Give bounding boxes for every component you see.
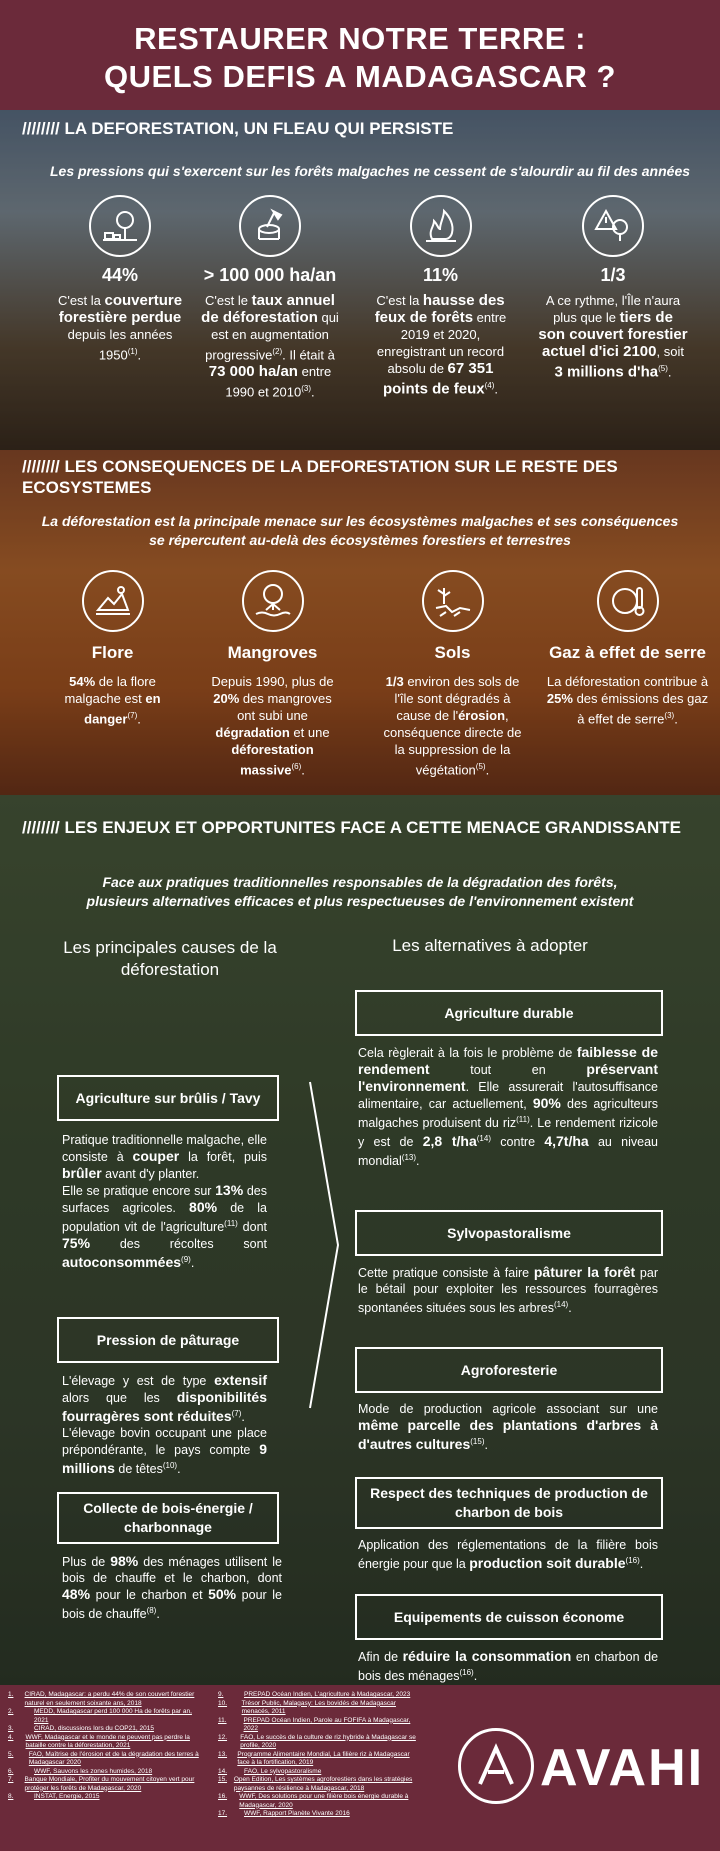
stat-ref: (3) <box>301 384 312 394</box>
stat-text: depuis les années 1950 <box>67 327 173 363</box>
consequence-flora <box>45 570 180 727</box>
para-text: . <box>416 1154 420 1169</box>
cause-charcoal: Collecte de bois-énergie / charbonnage <box>57 1492 279 1544</box>
consequence-text: de la flore malgache est <box>64 674 156 706</box>
cause-grazing-text <box>62 1372 267 1477</box>
para-text: contre <box>491 1135 545 1150</box>
stat-deforestation-rate <box>200 195 340 401</box>
reference-item[interactable] <box>8 1751 208 1768</box>
para-highlight: brûler <box>62 1165 102 1181</box>
stat-value: 11% <box>422 265 459 285</box>
para-text: Afin de <box>358 1650 403 1664</box>
consequence-text: . <box>485 762 490 778</box>
alternative-silvopastoralism-text <box>358 1264 658 1316</box>
stat-text: . <box>494 381 499 397</box>
stat-text: A ce rythme, l'Île n'aura plus que le <box>545 293 681 325</box>
stat-fires <box>368 195 513 397</box>
ref-link[interactable]: FAO, Le sylvopastoralisme <box>244 1767 322 1775</box>
para-text: par le bétail pour exploiter les ressources fourragères spontanées situées sous les arbres <box>358 1266 658 1316</box>
consequence-ref: (5) <box>475 762 486 771</box>
consequence-greenhouse <box>545 570 710 727</box>
consequence-text: La déforestation contribue à <box>546 674 709 689</box>
stat-projection <box>538 195 688 380</box>
para-ref: (14) <box>476 1134 491 1144</box>
ref-link[interactable]: Open Edition, Les systèmes agroforestiers dans les stratégies paysannes de résilience à Madagascar, 2018 <box>233 1776 413 1792</box>
reference-item[interactable] <box>8 1768 208 1777</box>
para-text: . <box>473 1669 478 1684</box>
consequence-text: Depuis 1990, plus de <box>211 674 334 689</box>
warning-tree-icon <box>582 195 644 257</box>
consequence-highlight: dégradation <box>215 725 290 740</box>
consequence-ref: (3) <box>664 711 675 720</box>
para-text: . <box>177 1462 181 1477</box>
page-header <box>0 0 720 110</box>
tree-stump-axe-icon <box>239 195 301 257</box>
consequence-soils <box>380 570 525 778</box>
stat-value: 1/3 <box>600 265 626 285</box>
consequence-highlight: érosion <box>458 708 506 723</box>
ref-number: 15. <box>218 1776 228 1783</box>
para-highlight: 90% <box>532 1095 561 1111</box>
reference-item[interactable] <box>8 1776 208 1793</box>
references-left <box>8 1691 208 1802</box>
para-text: pour le bois de chauffe <box>62 1588 282 1622</box>
section-title: //////// LES CONSEQUENCES DE LA DEFORESTATION SUR LE RESTE DES ECOSYSTEMES <box>22 457 618 497</box>
consequence-text: . <box>301 762 305 778</box>
reference-item[interactable] <box>218 1793 423 1810</box>
reference-item[interactable] <box>218 1810 423 1819</box>
para-text: . <box>568 1301 572 1316</box>
para-highlight: 98% <box>110 1553 139 1569</box>
section-title: //////// LES ENJEUX ET OPPORTUNITES FACE A CETTE MENACE GRANDISSANTE <box>22 818 681 837</box>
ref-number: 11. <box>218 1716 227 1724</box>
consequence-text: des mangroves ont subi une <box>237 691 332 723</box>
reference-item[interactable] <box>218 1776 423 1793</box>
deforestation-section <box>0 110 720 450</box>
para-highlight: 50% <box>208 1586 237 1602</box>
page-title-line2: QUELS DEFIS A MADAGASCAR ? <box>104 59 616 94</box>
consequence-ref: (6) <box>291 762 302 771</box>
ref-number: 12. <box>218 1733 228 1741</box>
para-text: Cela règlerait à la fois le problème de <box>358 1046 577 1060</box>
para-highlight: 48% <box>62 1586 91 1602</box>
stat-highlight: couverture forestière perdue <box>58 292 183 326</box>
alternatives-title: Les alternatives à adopter <box>392 936 588 955</box>
ref-number: 17. <box>218 1810 228 1817</box>
para-highlight: 80% <box>189 1199 218 1215</box>
stat-text: , soit <box>656 344 684 359</box>
soil-erosion-icon <box>422 570 484 632</box>
consequence-text: et une <box>289 725 330 740</box>
stat-text: . <box>667 364 672 380</box>
para-text: . <box>241 1410 245 1425</box>
para-text: . <box>156 1607 160 1622</box>
alternative-efficient-cooking-text <box>358 1648 658 1684</box>
para-highlight: pâturer la forêt <box>533 1264 636 1280</box>
ref-number: 8. <box>8 1793 14 1800</box>
para-text: . <box>190 1256 195 1271</box>
para-highlight: 4,7t/ha <box>544 1133 589 1150</box>
ref-number: 4. <box>8 1733 14 1741</box>
para-text: avant d'y planter. <box>101 1167 200 1181</box>
para-highlight: réduire la consommation <box>402 1648 572 1664</box>
reference-item[interactable] <box>8 1734 208 1751</box>
avahi-logo-icon <box>458 1728 534 1804</box>
ref-number: 5. <box>8 1750 14 1758</box>
stat-text: . <box>137 347 142 363</box>
alternative-agroforestry: Agroforesterie <box>355 1347 663 1393</box>
ref-number: 7. <box>8 1776 14 1783</box>
para-text: Application des réglementations de la filière bois énergie pour que la <box>358 1538 658 1572</box>
para-text: L'élevage bovin occupant une place prépondérante, le pays compte <box>62 1426 267 1458</box>
ref-link[interactable]: CIRAD, discussions lors du COP21, 2015 <box>34 1725 154 1732</box>
stat-highlight: 73 000 ha/an <box>208 363 298 381</box>
para-text: la forêt, puis <box>179 1150 267 1164</box>
para-ref: (14) <box>553 1300 569 1309</box>
para-ref: (11) <box>516 1115 530 1124</box>
stat-highlight: tiers de son couvert forestier actuel d'ici 2100 <box>538 309 688 360</box>
para-text: au niveau mondial <box>358 1135 659 1169</box>
ref-number: 16. <box>218 1793 228 1800</box>
ref-number: 14. <box>218 1767 228 1775</box>
para-highlight: 9 millions <box>62 1441 267 1477</box>
stat-text: C'est la <box>57 293 105 308</box>
ref-link[interactable]: WWF, Rapport Planète Vivante 2016 <box>244 1810 350 1817</box>
ref-link[interactable]: Programme Alimentaire Mondial, La filière riz à Madagascar face à la fortification, 2019 <box>237 1750 410 1766</box>
ref-number: 2. <box>8 1708 14 1715</box>
para-text: de têtes <box>114 1462 163 1477</box>
para-text: des agriculteurs malgaches produisent du riz <box>358 1097 658 1131</box>
consequence-text: environ des sols de l'île sont dégradés à cause de l' <box>394 674 520 723</box>
reference-item[interactable] <box>218 1751 423 1768</box>
para-ref: (10) <box>162 1461 178 1471</box>
page-title-line1: RESTAURER NOTRE TERRE : <box>134 21 586 56</box>
stat-text: . Il était à <box>282 347 335 363</box>
para-text: en charbon de bois des ménages <box>358 1650 659 1684</box>
consequence-text: , conséquence directe de la suppression de la végétation <box>383 708 522 778</box>
consequence-text: . <box>674 711 678 727</box>
para-ref: (8) <box>146 1606 157 1615</box>
flora-icon <box>82 570 144 632</box>
section-subtitle: plusieurs alternatives efficaces et plus respectueuses de l'environnement existent <box>86 893 634 909</box>
consequences-section <box>0 450 720 795</box>
ref-link[interactable]: MEDD, Madagascar perd 100 000 Ha de forêts par an, 2021 <box>33 1708 192 1724</box>
alternative-sustainable-agriculture: Agriculture durable <box>355 990 663 1036</box>
ref-link[interactable]: PREPAD Océan Indien, Parole au FOFIFA à Madagascar, 2022 <box>243 1716 411 1732</box>
para-text: L'élevage y est de type <box>62 1374 215 1388</box>
stat-highlight: hausse des feux de forêts <box>374 292 505 326</box>
greenhouse-gas-icon <box>597 570 659 632</box>
stat-text: qui est en augmentation progressive <box>205 310 339 363</box>
consequence-highlight: 54% <box>69 674 96 689</box>
reference-item[interactable] <box>218 1700 423 1717</box>
para-highlight: même parcelle des plantations d'arbres à d'autres cultures <box>358 1417 658 1453</box>
reference-item[interactable] <box>218 1768 423 1777</box>
stat-text: entre 2019 et 2020, enregistrant un record absolu de <box>376 310 507 376</box>
stat-value: 44% <box>101 265 139 285</box>
para-text: des ménages utilisent le bois de chauffe et le charbon, dont <box>62 1555 282 1585</box>
section-subtitle: Les pressions qui s'exercent sur les forêts malgaches ne cessent de s'alourdir au fil des années <box>49 163 691 179</box>
stat-ref: (2) <box>272 347 283 356</box>
stat-text: . <box>311 384 315 400</box>
ref-link[interactable]: FAO, Le succès de la culture de riz hybride à Madagascar se profile, 2020 <box>240 1733 416 1749</box>
reference-item[interactable] <box>8 1725 208 1734</box>
para-highlight: disponibilités fourragères sont réduites <box>62 1389 267 1425</box>
stat-ref: (4) <box>484 381 495 390</box>
ref-link[interactable]: INSTAT, Energie, 2015 <box>34 1793 100 1800</box>
consequence-label: Mangroves <box>227 643 318 662</box>
stat-ref: (5) <box>658 364 668 373</box>
brand-name: AVAHI <box>540 1739 705 1797</box>
reference-item[interactable] <box>8 1708 208 1725</box>
para-ref: (15) <box>470 1437 485 1446</box>
reference-item[interactable] <box>218 1717 423 1734</box>
ref-link[interactable]: WWF, Sauvons les zones humides, 2018 <box>34 1767 153 1775</box>
references-right <box>218 1691 423 1819</box>
para-text: alors que les <box>62 1391 177 1405</box>
consequence-text: . <box>137 711 141 727</box>
ref-number: 13. <box>218 1750 228 1758</box>
para-highlight: préservant l'environnement <box>358 1061 658 1094</box>
para-ref: (16) <box>625 1556 640 1565</box>
alternative-silvopastoralism: Sylvopastoralisme <box>355 1210 663 1256</box>
para-highlight: 75% <box>62 1235 91 1252</box>
para-text: pour le charbon et <box>90 1588 209 1602</box>
mangrove-icon <box>242 570 304 632</box>
para-text: dont <box>237 1220 267 1235</box>
para-text: de la population vit de l'agriculture <box>62 1201 267 1235</box>
ref-link[interactable]: FAO, Maîtrise de l'érosion et de la dégradation des terres à Madagascar 2020 <box>28 1750 199 1766</box>
para-text: Elle se pratique encore sur <box>62 1184 216 1198</box>
ref-number: 9. <box>218 1691 224 1698</box>
para-highlight: 2,8 t/ha <box>422 1133 477 1150</box>
cause-grazing: Pression de pâturage <box>57 1317 279 1363</box>
consequence-highlight: 20% <box>213 691 240 706</box>
stat-highlight: taux annuel de déforestation <box>201 292 335 326</box>
stat-ref: (1) <box>127 347 138 356</box>
alternative-efficient-cooking: Equipements de cuisson économe <box>355 1594 663 1640</box>
ref-number: 6. <box>8 1767 14 1775</box>
ref-number: 10. <box>218 1699 228 1707</box>
causes-title: Les principales causes de la déforestation <box>63 938 277 979</box>
para-highlight: production soit durable <box>469 1555 626 1572</box>
deforested-land-icon <box>89 195 151 257</box>
section-title: //////// LA DEFORESTATION, UN FLEAU QUI PERSISTE <box>22 119 454 138</box>
para-highlight: autoconsommées <box>62 1254 182 1271</box>
reference-item[interactable] <box>218 1734 423 1751</box>
stat-highlight: 3 millions d'ha <box>554 363 659 381</box>
ref-number: 1. <box>8 1691 14 1698</box>
para-highlight: faiblesse de rendement <box>358 1044 658 1077</box>
alternative-charcoal-techniques: Respect des techniques de production de charbon de bois <box>355 1477 663 1529</box>
para-text: . Elle assurerait l'autosuffisance alimentaire, car actuellement, <box>358 1080 658 1111</box>
para-text: Pratique traditionnelle malgache, elle consiste à <box>62 1133 267 1164</box>
consequence-highlight: en danger <box>84 691 161 727</box>
para-text: Cette pratique consiste à faire <box>358 1266 534 1280</box>
reference-item[interactable] <box>8 1691 208 1708</box>
alternative-charcoal-techniques-text <box>358 1537 658 1572</box>
reference-item[interactable] <box>8 1793 208 1802</box>
stat-text: entre 1990 et 2010 <box>225 364 332 400</box>
stat-text: C'est le <box>205 293 252 308</box>
para-text: . Le rendement rizicole y est de <box>358 1116 658 1150</box>
para-text: tout en <box>429 1063 587 1077</box>
cause-charcoal-text <box>62 1553 282 1622</box>
consequence-highlight: 25% <box>546 691 573 706</box>
para-text: Plus de <box>62 1555 111 1569</box>
para-highlight: extensif <box>214 1372 267 1388</box>
stat-forest-loss <box>55 195 185 363</box>
para-ref: (9) <box>181 1255 191 1265</box>
ref-link[interactable]: Banque Mondiale, Profiter du mouvement citoyen vert pour protéger les forêts de Madagascar, 2020 <box>24 1776 195 1792</box>
ref-link[interactable]: Trésor Public, Malagasy: Les bovidés de Madagascar menacés, 2011 <box>241 1699 396 1715</box>
alternative-sustainable-agriculture-text <box>358 1044 658 1169</box>
forest-fire-icon <box>410 195 472 257</box>
ref-link[interactable]: WWF, Madagascar et le monde ne peuvent pas perdre la bataille contre la déforestation, 2021 <box>25 1733 190 1749</box>
para-ref: (16) <box>459 1668 474 1677</box>
ref-link[interactable]: PREPAD Océan Indien, L'agriculture à Madagascar, 2023 <box>244 1691 411 1698</box>
consequence-highlight: déforestation massive <box>231 742 314 778</box>
para-text: des récoltes sont <box>90 1237 267 1252</box>
para-ref: (13) <box>401 1153 417 1163</box>
chevron-right-icon <box>306 1080 342 1410</box>
alternative-agroforestry-text <box>358 1401 658 1453</box>
para-highlight: couper <box>132 1148 180 1164</box>
consequence-text: des émissions des gaz à effet de serre <box>572 691 709 727</box>
para-ref: (7) <box>231 1409 242 1418</box>
ref-link[interactable]: CIRAD, Madagascar: a perdu 44% de son couvert forestier naturel en seulement soixante ans, 2018 <box>24 1691 195 1707</box>
para-text: Mode de production agricole associant sur une <box>358 1402 658 1416</box>
para-text: . <box>484 1438 488 1453</box>
para-ref: (11) <box>224 1219 238 1228</box>
para-highlight: 13% <box>215 1182 244 1198</box>
consequence-ref: (7) <box>127 711 138 720</box>
section-subtitle: La déforestation est la principale menace sur les écosystèmes malgaches et ses conséquences se répercutent au-delà des écosystèmes forestiers et terrestres <box>41 513 679 548</box>
cause-slash-and-burn-text <box>62 1132 267 1271</box>
consequence-label: Sols <box>434 643 471 662</box>
consequence-label: Gaz à effet de serre <box>549 643 706 662</box>
section-subtitle: Face aux pratiques traditionnelles responsables de la dégradation des forêts, <box>102 874 618 890</box>
consequence-highlight: 1/3 <box>385 674 404 689</box>
ref-link[interactable]: WWF, Des solutions pour une filière bois énergie durable à Madagascar, 2020 <box>239 1793 409 1809</box>
reference-item[interactable] <box>218 1691 423 1700</box>
stat-text: C'est la <box>376 293 423 308</box>
ref-number: 3. <box>8 1725 14 1732</box>
consequence-label: Flore <box>91 643 134 662</box>
para-text: . <box>639 1557 644 1572</box>
para-text: des surfaces agricoles. <box>62 1184 267 1215</box>
stat-highlight: 67 351 points de feux <box>382 360 494 398</box>
cause-slash-and-burn: Agriculture sur brûlis / Tavy <box>57 1075 279 1121</box>
consequence-mangroves <box>205 570 340 778</box>
stat-value: > 100 000 ha/an <box>203 265 337 285</box>
